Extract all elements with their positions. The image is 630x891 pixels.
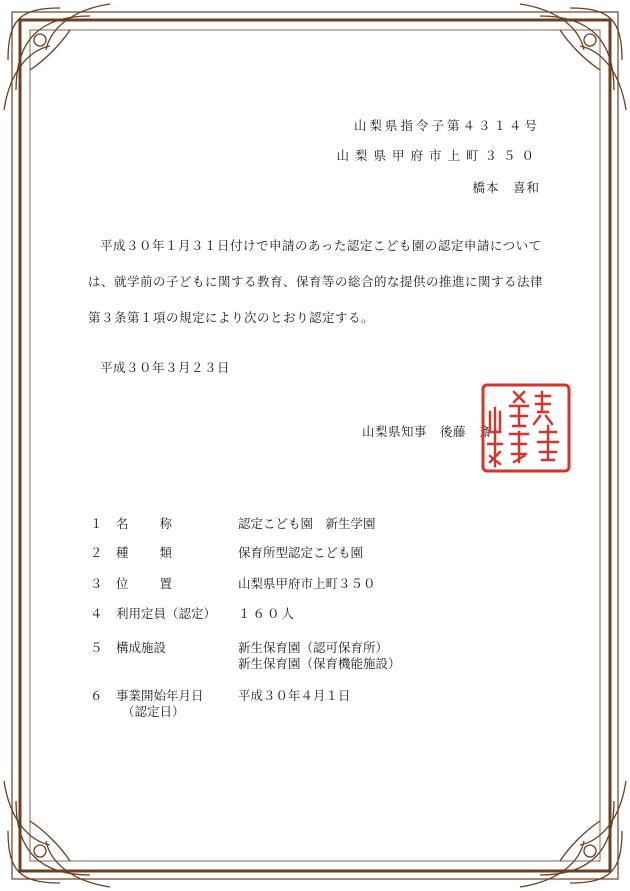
item-label: 位 置 [116, 576, 175, 591]
recipient-address: 山梨県甲府市上町３５０ [336, 148, 540, 163]
item-value: 保育所型認定こども園 [238, 545, 364, 560]
governor-signature: 山梨県知事 後藤 斎 [362, 424, 493, 439]
item-label: 種 類 [116, 545, 175, 560]
item-value: 平成３０年４月１日 [238, 688, 351, 703]
item-number: ３ [90, 576, 103, 591]
reference-number: 山梨県指令子第４３１４号 [353, 118, 540, 133]
item-value-secondary: 新生保育園（保育機能施設） [238, 656, 401, 671]
item-label-secondary: （認定日） [122, 704, 185, 719]
item-label: 事業開始年月日 [116, 688, 204, 703]
item-value: 認定こども園 新生学園 [238, 516, 376, 531]
body-text: 平成３０年１月３１日付けで申請のあった認定こども園の認定申請については、就学前の子どもに関する教育、保育等の総合的な提供の推進に関する法律第３条第１項の規定により次のとおり認定する。 [88, 238, 544, 325]
issue-date: 平成３０年３月２３日 [100, 360, 231, 375]
official-seal [480, 382, 572, 474]
item-label: 利用定員（認定） [116, 606, 217, 621]
item-label: 構成施設 [116, 640, 167, 655]
item-value: 山梨県甲府市上町３５０ [238, 576, 376, 591]
item-number: １ [90, 516, 103, 531]
item-value: １６０人 [238, 606, 297, 621]
item-label: 名 称 [116, 516, 175, 531]
item-number: ４ [90, 606, 103, 621]
item-number: ５ [90, 640, 103, 655]
item-number: ２ [90, 545, 103, 560]
recipient-name: 橋本 喜和 [472, 180, 540, 195]
item-value: 新生保育園（認可保育所） [238, 640, 389, 655]
item-number: ６ [90, 688, 103, 703]
